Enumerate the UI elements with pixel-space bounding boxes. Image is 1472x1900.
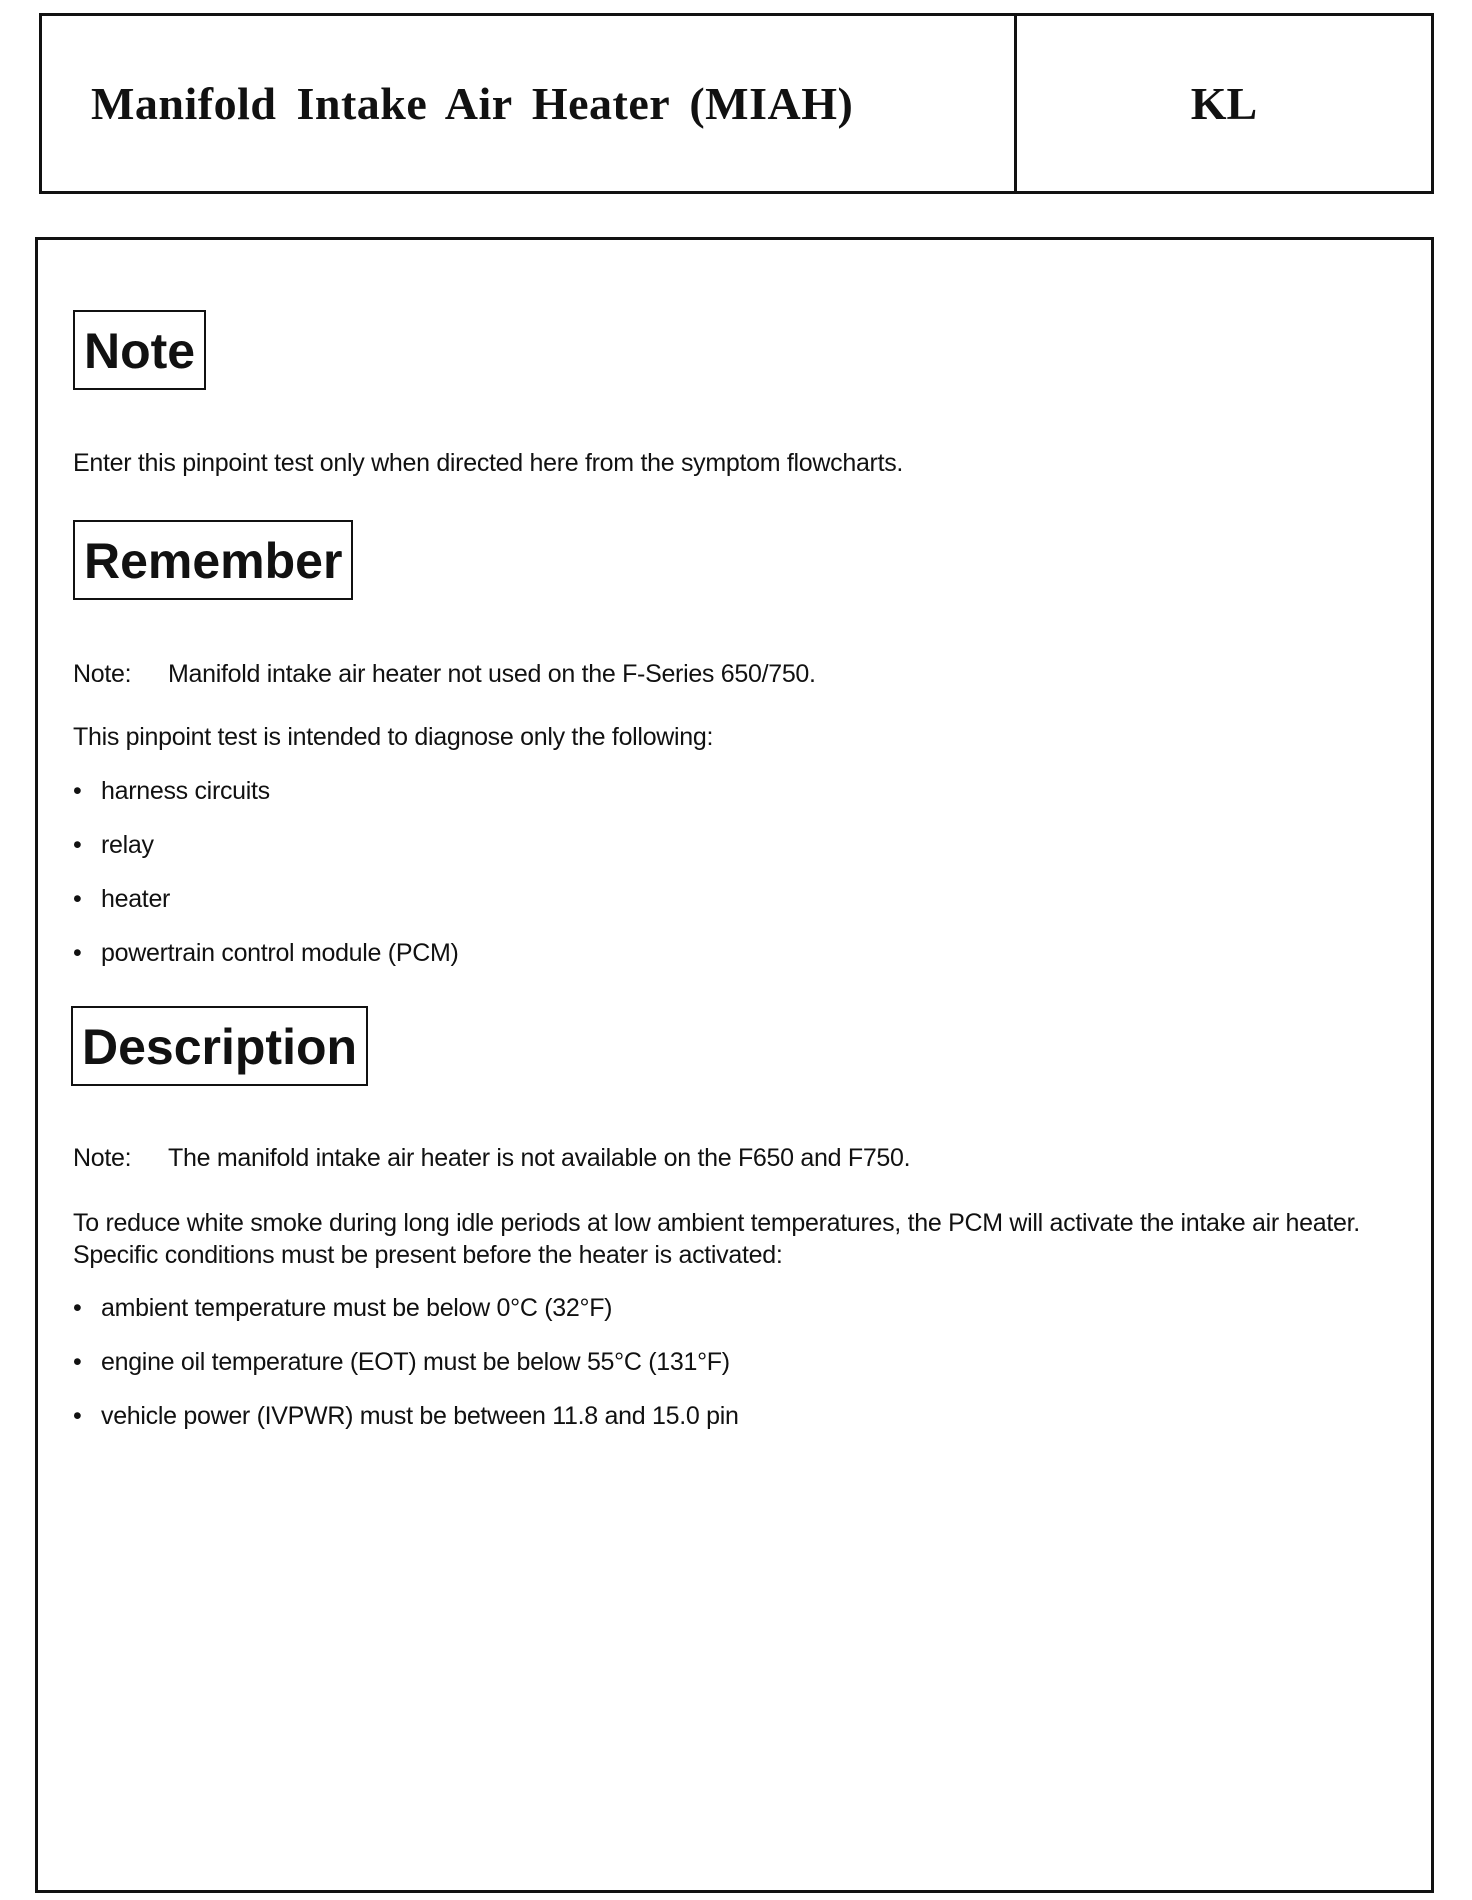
description-heading: Description [71,1006,368,1086]
list-item: • relay [73,829,459,883]
note-text: Enter this pinpoint test only when directed here from the symptom flowcharts. [73,449,904,477]
remember-note [73,658,816,690]
list-item: • vehicle power (IVPWR) must be between 11.8 and 15.0 pin [73,1400,739,1454]
bullet-icon: • [73,1294,82,1322]
diagnose-list [73,775,459,991]
page-header [39,13,1434,194]
bullet-icon: • [73,1402,82,1430]
description-note-label: Note: [73,1144,132,1172]
bullet-icon: • [73,885,82,913]
list-item: • powertrain control module (PCM) [73,937,459,991]
header-title-cell [42,16,1017,191]
remember-heading: Remember [73,520,353,600]
description-note [73,1142,910,1174]
list-item: • ambient temperature must be below 0°C (32°F) [73,1292,739,1346]
description-note-text: The manifold intake air heater is not available on the F650 and F750. [168,1144,911,1172]
remember-intro: This pinpoint test is intended to diagnose only the following: [73,723,714,751]
bullet-icon: • [73,939,82,967]
test-code: KL [1190,78,1258,129]
bullet-icon: • [73,831,82,859]
note-heading: Note [73,310,206,390]
remember-note-label: Note: [73,660,132,688]
list-item: • heater [73,883,459,937]
bullet-icon: • [73,1348,82,1376]
remember-note-text: Manifold intake air heater not used on the F-Series 650/750. [168,660,816,688]
page-title: Manifold Intake Air Heater (MIAH) [91,78,854,129]
content-panel [35,237,1434,1893]
list-item: • harness circuits [73,775,459,829]
description-paragraph: To reduce white smoke during long idle periods at low ambient temperatures, the PCM will activate the intake air heater. Specific conditions must be present before the heater is activated: [73,1209,1360,1269]
conditions-list [73,1292,739,1454]
list-item: • engine oil temperature (EOT) must be below 55°C (131°F) [73,1346,739,1400]
header-code-cell [1017,16,1431,191]
bullet-icon: • [73,777,82,805]
